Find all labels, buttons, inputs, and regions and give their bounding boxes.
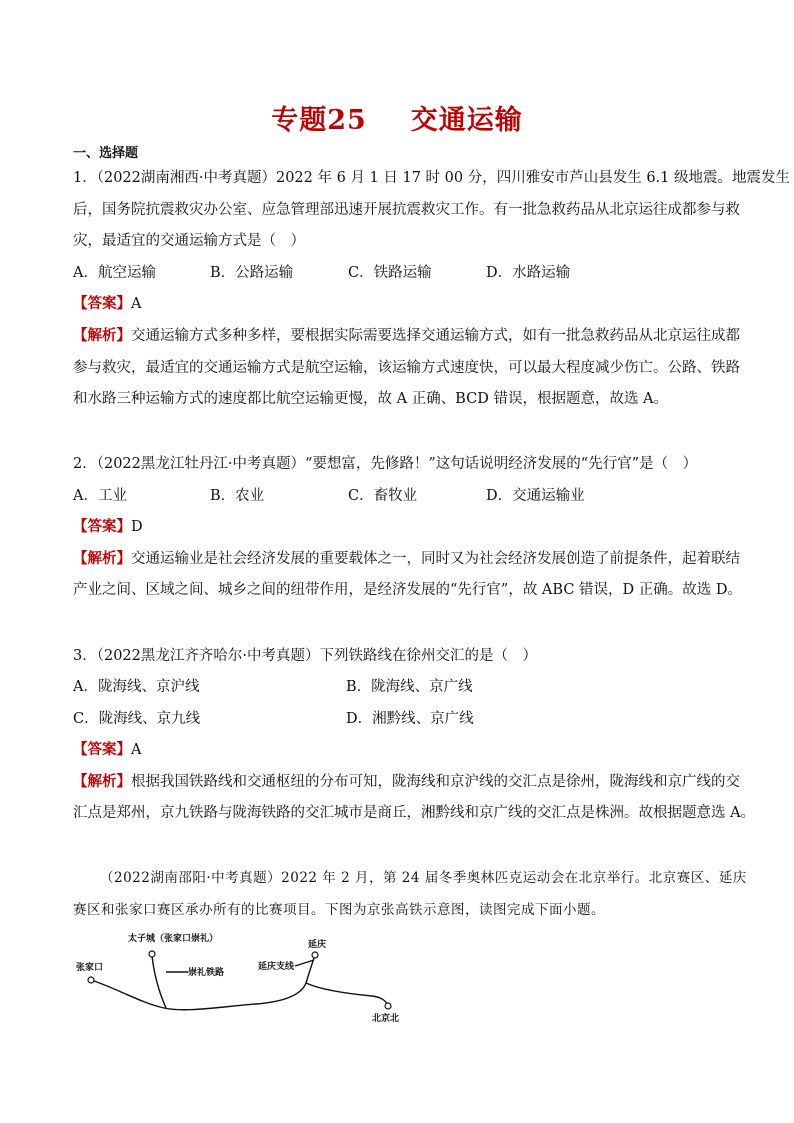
intro-line: （2022湖南邵阳·中考真题）2022 年 2 月，第 24 届冬季奥林匹克运动会在北京举行。北京赛区、延庆	[100, 870, 747, 886]
q1-option-c: C．铁路运输	[348, 265, 432, 281]
q3-answer	[73, 738, 141, 759]
q3-analysis-line	[73, 770, 740, 791]
q2-option-b: B．农业	[210, 488, 265, 504]
q2-option-a: A．工业	[73, 488, 127, 504]
station-yanqing	[312, 952, 318, 958]
q1-option-a: A．航空运输	[73, 265, 156, 281]
analysis-text: 交通运输业是社会经济发展的重要载体之一，同时又为社会经济发展创造了前提条件，起着联结	[131, 551, 740, 567]
railway-to-beijingbei	[306, 983, 388, 1006]
q1-analysis-line: 参与救灾，最适宜的交通运输方式是航空运输，该运输方式速度快，可以最大程度减少伤亡。公路、铁路	[73, 360, 740, 376]
station-markers	[88, 951, 391, 1009]
analysis-label: 【解析】	[73, 550, 131, 567]
q1-stem-line: 后，国务院抗震救灾办公室、应急管理部迅速开展抗震救灾工作。有一批急救药品从北京运往成都参与救	[73, 202, 740, 218]
label-beijingbei: 北京北	[372, 1014, 400, 1023]
answer-label: 【答案】	[73, 741, 131, 758]
q2-analysis-line: 产业之间、区域之间、城乡之间的纽带作用，是经济发展的“先行官”，故 ABC 错误，D 正确。故选 D。	[73, 582, 742, 598]
q2-option-d: D．交通运输业	[486, 488, 585, 504]
answer-label: 【答案】	[73, 518, 131, 535]
answer-label: 【答案】	[73, 295, 131, 312]
label-chongli-railway: 崇礼铁路	[188, 968, 225, 978]
section-heading: 一、选择题	[73, 146, 139, 161]
station-zhangjiakou	[88, 977, 94, 983]
q3-option-b: B．陇海线、京广线	[346, 679, 473, 695]
q3-option-d: D．湘黔线、京广线	[346, 711, 474, 727]
railway-lines	[91, 955, 388, 1010]
analysis-text: 交通运输方式多种多样，要根据实际需要选择交通运输方式，如有一批急救药品从北京运往成都	[131, 328, 740, 344]
intro-line: 赛区和张家口赛区承办所有的比赛项目。下图为京张高铁示意图，读图完成下面小题。	[73, 902, 605, 918]
q1-option-d: D．水路运输	[486, 265, 571, 281]
analysis-label: 【解析】	[73, 327, 131, 344]
title-prefix: 专题25	[271, 105, 367, 136]
station-taizicheng	[149, 951, 155, 957]
answer-value: A	[131, 296, 142, 312]
q2-option-c: C．畜牧业	[348, 488, 418, 504]
label-yanqing: 延庆	[308, 940, 327, 950]
q3-option-c: C．陇海线、京九线	[73, 711, 201, 727]
label-zhangjiakou: 张家口	[76, 963, 104, 973]
label-taizicheng: 太子城（张家口崇礼）	[128, 934, 219, 944]
beijing-zhangjiakou-railway-map	[76, 928, 416, 1023]
q1-analysis-line	[73, 324, 740, 345]
analysis-label: 【解析】	[73, 773, 131, 790]
q1-answer	[73, 292, 141, 313]
q3-analysis-line: 汇点是郑州，京九铁路与陇海铁路的交汇城市是商丘，湘黔线和京广线的交汇点是株洲。故根据题意选 A。	[73, 805, 756, 821]
q1-stem-line: 1．（2022湖南湘西·中考真题）2022 年 6 月 1 日 17 时 00 分，四川雅安市芦山县发生 6.1 级地震。地震发生	[73, 170, 790, 186]
title-topic: 交通运输	[410, 105, 523, 136]
label-yanqing-branch: 延庆支线	[258, 962, 295, 972]
q3-stem-line: 3．（2022黑龙江齐齐哈尔·中考真题）下列铁路线在徐州交汇的是（ ）	[73, 648, 537, 664]
q2-stem-line: 2．（2022黑龙江牡丹江·中考真题）“要想富，先修路！”这句话说明经济发展的“先行官”是（ ）	[73, 456, 698, 472]
q2-analysis-line	[73, 547, 740, 568]
station-beijingbei	[385, 1003, 391, 1009]
answer-value: A	[131, 742, 142, 758]
q2-answer	[73, 515, 143, 536]
analysis-text: 根据我国铁路线和交通枢纽的分布可知，陇海线和京沪线的交汇点是徐州，陇海线和京广线的交	[131, 774, 740, 790]
q1-stem-line: 灾，最适宜的交通运输方式是（ ）	[73, 233, 305, 249]
page-title	[0, 98, 794, 137]
q1-option-b: B．公路运输	[210, 265, 294, 281]
answer-value: D	[131, 519, 143, 535]
q3-option-a: A．陇海线、京沪线	[73, 679, 200, 695]
q1-analysis-line: 和水路三种运输方式的速度都比航空运输更慢，故 A 正确、BCD 错误，根据题意，故选 A。	[73, 391, 669, 407]
chongli-railway-line	[152, 956, 166, 1008]
